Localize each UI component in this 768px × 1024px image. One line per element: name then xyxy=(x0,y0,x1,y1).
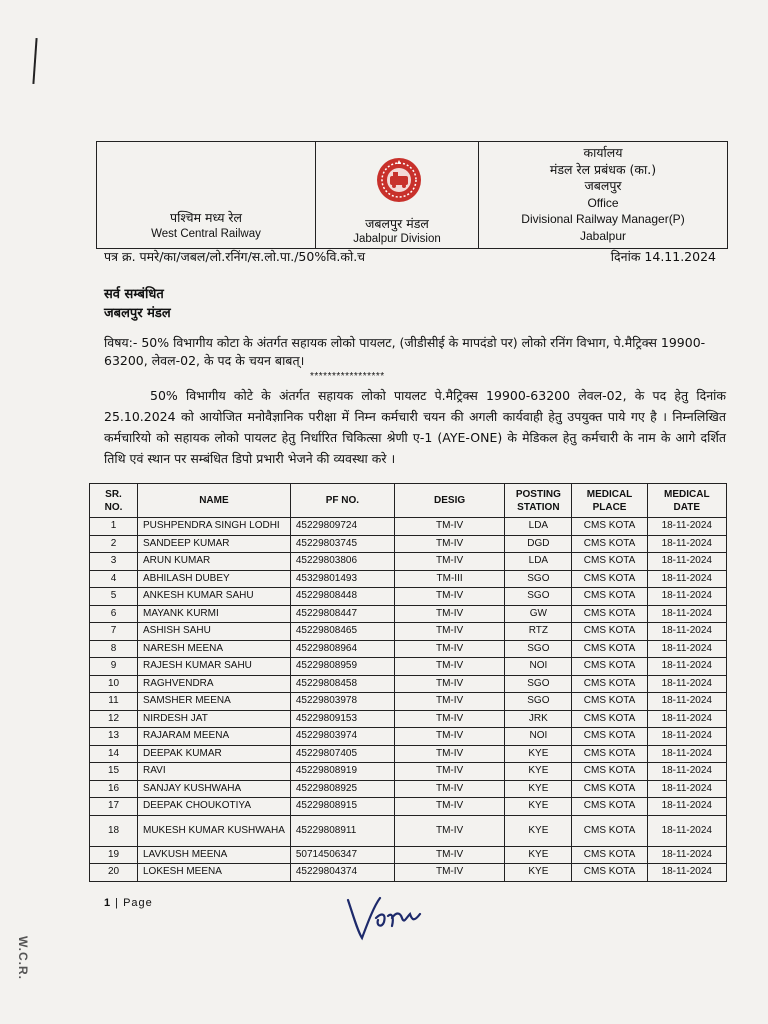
table-row xyxy=(90,605,727,623)
name-cell: RAVI xyxy=(138,763,291,781)
table-row xyxy=(90,623,727,641)
sr-no-cell: 3 xyxy=(90,553,138,571)
medical-place-cell: CMS KOTA xyxy=(572,745,647,763)
medical-date-cell: 18-11-2024 xyxy=(647,640,726,658)
posting-station-cell: RTZ xyxy=(505,623,572,641)
col-posting-station: POSTING STATION xyxy=(505,484,572,518)
medical-date-cell: 18-11-2024 xyxy=(647,553,726,571)
selection-table xyxy=(89,483,727,882)
col-name: NAME xyxy=(138,484,291,518)
name-cell: MAYANK KURMI xyxy=(138,605,291,623)
posting-station-cell: KYE xyxy=(505,763,572,781)
medical-place-cell: CMS KOTA xyxy=(572,710,647,728)
posting-station-cell: KYE xyxy=(505,745,572,763)
name-cell: MUKESH KUMAR KUSHWAHA xyxy=(138,815,291,846)
name-cell: LOKESH MEENA xyxy=(138,864,291,882)
zone-name-hindi: पश्चिम मध्य रेल xyxy=(169,210,243,225)
col-sr-no: SR. NO. xyxy=(90,484,138,518)
letter-number: पत्र क्र. पमरे/का/जबल/लो.रनिंग/स.लो.पा./50%वि.को.च xyxy=(104,249,366,264)
pf-no-cell: 45229803745 xyxy=(290,535,394,553)
addressee-line-2: जबलपुर मंडल xyxy=(104,306,171,321)
pf-no-cell: 45229808925 xyxy=(290,780,394,798)
table-row xyxy=(90,815,727,846)
medical-date-cell: 18-11-2024 xyxy=(647,728,726,746)
col-desig: DESIG xyxy=(394,484,504,518)
pf-no-cell: 45229808964 xyxy=(290,640,394,658)
sr-no-cell: 10 xyxy=(90,675,138,693)
posting-station-cell: SGO xyxy=(505,675,572,693)
table-row xyxy=(90,553,727,571)
posting-station-cell: LDA xyxy=(505,553,572,571)
medical-place-cell: CMS KOTA xyxy=(572,518,647,536)
posting-station-cell: SGO xyxy=(505,588,572,606)
pf-no-cell: 45229803806 xyxy=(290,553,394,571)
desig-cell: TM-IV xyxy=(394,798,504,816)
medical-place-cell: CMS KOTA xyxy=(572,553,647,571)
signature xyxy=(340,888,430,948)
sr-no-cell: 1 xyxy=(90,518,138,536)
name-cell: SANDEEP KUMAR xyxy=(138,535,291,553)
margin-mark xyxy=(32,38,37,84)
desig-cell: TM-IV xyxy=(394,518,504,536)
sr-no-cell: 9 xyxy=(90,658,138,676)
col-pf-no: PF NO. xyxy=(290,484,394,518)
medical-date-cell: 18-11-2024 xyxy=(647,605,726,623)
sr-no-cell: 2 xyxy=(90,535,138,553)
desig-cell: TM-IV xyxy=(394,815,504,846)
posting-station-cell: KYE xyxy=(505,798,572,816)
name-cell: DEEPAK KUMAR xyxy=(138,745,291,763)
posting-station-cell: GW xyxy=(505,605,572,623)
name-cell: ASHISH SAHU xyxy=(138,623,291,641)
medical-place-cell: CMS KOTA xyxy=(572,535,647,553)
table-row xyxy=(90,864,727,882)
sr-no-cell: 14 xyxy=(90,745,138,763)
table-row xyxy=(90,798,727,816)
medical-date-cell: 18-11-2024 xyxy=(647,745,726,763)
medical-date-cell: 18-11-2024 xyxy=(647,623,726,641)
sr-no-cell: 8 xyxy=(90,640,138,658)
name-cell: ARUN KUMAR xyxy=(138,553,291,571)
desig-cell: TM-IV xyxy=(394,623,504,641)
medical-date-cell: 18-11-2024 xyxy=(647,763,726,781)
letter-date: दिनांक 14.11.2024 xyxy=(610,249,716,264)
desig-cell: TM-IV xyxy=(394,864,504,882)
sr-no-cell: 18 xyxy=(90,815,138,846)
sr-no-cell: 15 xyxy=(90,763,138,781)
desig-cell: TM-IV xyxy=(394,675,504,693)
desig-cell: TM-IV xyxy=(394,553,504,571)
pf-no-cell: 45229808447 xyxy=(290,605,394,623)
medical-place-cell: CMS KOTA xyxy=(572,693,647,711)
sr-no-cell: 6 xyxy=(90,605,138,623)
medical-date-cell: 18-11-2024 xyxy=(647,675,726,693)
medical-place-cell: CMS KOTA xyxy=(572,588,647,606)
drm-english: Divisional Railway Manager(P) xyxy=(521,212,685,226)
desig-cell: TM-III xyxy=(394,570,504,588)
table-row xyxy=(90,675,727,693)
medical-date-cell: 18-11-2024 xyxy=(647,846,726,864)
posting-station-cell: SGO xyxy=(505,693,572,711)
letterhead-center xyxy=(316,142,479,248)
drm-hindi: मंडल रेल प्रबंधक (का.) xyxy=(549,161,657,177)
table-row xyxy=(90,763,727,781)
letterhead-left xyxy=(97,142,316,248)
posting-station-cell: DGD xyxy=(505,535,572,553)
col-medical-place: MEDICAL PLACE xyxy=(572,484,647,518)
desig-cell: TM-IV xyxy=(394,710,504,728)
sr-no-cell: 20 xyxy=(90,864,138,882)
name-cell: DEEPAK CHOUKOTIYA xyxy=(138,798,291,816)
pf-no-cell: 45229803978 xyxy=(290,693,394,711)
table-header-row xyxy=(90,484,727,518)
desig-cell: TM-IV xyxy=(394,605,504,623)
pf-no-cell: 45229808465 xyxy=(290,623,394,641)
posting-station-cell: SGO xyxy=(505,640,572,658)
desig-cell: TM-IV xyxy=(394,780,504,798)
zone-name-english: West Central Railway xyxy=(151,228,261,240)
office-english: Office xyxy=(587,195,619,210)
posting-station-cell: KYE xyxy=(505,864,572,882)
name-cell: NIRDESH JAT xyxy=(138,710,291,728)
table-row xyxy=(90,588,727,606)
desig-cell: TM-IV xyxy=(394,535,504,553)
table-row xyxy=(90,780,727,798)
posting-station-cell: KYE xyxy=(505,780,572,798)
table-row xyxy=(90,658,727,676)
pf-no-cell: 45229808919 xyxy=(290,763,394,781)
pf-no-cell: 45229807405 xyxy=(290,745,394,763)
posting-station-cell: KYE xyxy=(505,846,572,864)
posting-station-cell: JRK xyxy=(505,710,572,728)
pf-no-cell: 45229808915 xyxy=(290,798,394,816)
name-cell: RAGHVENDRA xyxy=(138,675,291,693)
division-name-english: Jabalpur Division xyxy=(353,233,441,245)
reference-line xyxy=(104,248,716,265)
medical-date-cell: 18-11-2024 xyxy=(647,588,726,606)
medical-place-cell: CMS KOTA xyxy=(572,658,647,676)
desig-cell: TM-IV xyxy=(394,763,504,781)
table-row xyxy=(90,640,727,658)
medical-place-cell: CMS KOTA xyxy=(572,623,647,641)
posting-station-cell: LDA xyxy=(505,518,572,536)
name-cell: ABHILASH DUBEY xyxy=(138,570,291,588)
name-cell: SAMSHER MEENA xyxy=(138,693,291,711)
page-number: 1 xyxy=(104,897,112,909)
desig-cell: TM-IV xyxy=(394,745,504,763)
medical-date-cell: 18-11-2024 xyxy=(647,815,726,846)
pf-no-cell: 45229808458 xyxy=(290,675,394,693)
medical-place-cell: CMS KOTA xyxy=(572,846,647,864)
medical-date-cell: 18-11-2024 xyxy=(647,535,726,553)
medical-place-cell: CMS KOTA xyxy=(572,780,647,798)
medical-place-cell: CMS KOTA xyxy=(572,864,647,882)
desig-cell: TM-IV xyxy=(394,693,504,711)
posting-station-cell: KYE xyxy=(505,815,572,846)
medical-date-cell: 18-11-2024 xyxy=(647,780,726,798)
medical-place-cell: CMS KOTA xyxy=(572,570,647,588)
table-row xyxy=(90,745,727,763)
medical-place-cell: CMS KOTA xyxy=(572,798,647,816)
name-cell: RAJESH KUMAR SAHU xyxy=(138,658,291,676)
medical-place-cell: CMS KOTA xyxy=(572,763,647,781)
pf-no-cell: 45229803974 xyxy=(290,728,394,746)
name-cell: RAJARAM MEENA xyxy=(138,728,291,746)
name-cell: ANKESH KUMAR SAHU xyxy=(138,588,291,606)
medical-place-cell: CMS KOTA xyxy=(572,728,647,746)
body-paragraph: 50% विभागीय कोटे के अंतर्गत सहायक लोको पायलट पे.मैट्रिक्स 19900-63200 लेवल-02, के पद हेतु दिनांक 25.10.2024 को आयोजित मनोवैज्ञानिक परीक्षा में निम्न कर्मचारी चयन की अगली कार्यवाही हेतु उपयुक्त पाये गए है । निम्नलिखित कर्मचारियो को सहायक लोको पायलट हेतु निर्धारित चिकित्सा श्रेणी ए-1 (AYE-ONE) के मेडिकल हेतु कर्मचारी के नाम के आगे दर्शित तिथि एवं स्थान पर सम्बंधित डिपो प्रभारी भेजने की व्यवस्था करे । xyxy=(104,388,726,466)
pf-no-cell: 45229808448 xyxy=(290,588,394,606)
medical-date-cell: 18-11-2024 xyxy=(647,518,726,536)
name-cell: PUSHPENDRA SINGH LODHI xyxy=(138,518,291,536)
table-body xyxy=(90,518,727,882)
desig-cell: TM-IV xyxy=(394,588,504,606)
col-medical-date: MEDICAL DATE xyxy=(647,484,726,518)
desig-cell: TM-IV xyxy=(394,728,504,746)
desig-cell: TM-IV xyxy=(394,640,504,658)
city-hindi: जबलपुर xyxy=(584,178,622,193)
page-label: | Page xyxy=(111,897,153,909)
medical-date-cell: 18-11-2024 xyxy=(647,710,726,728)
posting-station-cell: NOI xyxy=(505,658,572,676)
addressee xyxy=(104,285,171,323)
page-footer xyxy=(104,897,153,909)
office-hindi: कार्यालय xyxy=(583,145,623,160)
pf-no-cell: 45329801493 xyxy=(290,570,394,588)
sr-no-cell: 11 xyxy=(90,693,138,711)
subject-line: विषय:- 50% विभागीय कोटा के अंतर्गत सहायक लोको पायलट, (जीडीसीई के मापदंडो पर) लोको रनिंग विभाग, पे.मैट्रिक्स 19900-63200, लेवल-02, के पद के चयन बाबत्। xyxy=(104,335,706,368)
medical-date-cell: 18-11-2024 xyxy=(647,693,726,711)
pf-no-cell: 45229808959 xyxy=(290,658,394,676)
desig-cell: TM-IV xyxy=(394,658,504,676)
letterhead-right xyxy=(479,142,727,248)
indian-railways-logo-icon xyxy=(375,156,423,204)
table-row xyxy=(90,846,727,864)
name-cell: LAVKUSH MEENA xyxy=(138,846,291,864)
table-row xyxy=(90,570,727,588)
separator: ***************** xyxy=(310,371,385,382)
city-english: Jabalpur xyxy=(579,228,627,243)
table-row xyxy=(90,693,727,711)
addressee-line-1: सर्व सम्बंधित xyxy=(104,287,164,302)
medical-place-cell: CMS KOTA xyxy=(572,815,647,846)
medical-date-cell: 18-11-2024 xyxy=(647,570,726,588)
sr-no-cell: 4 xyxy=(90,570,138,588)
sr-no-cell: 5 xyxy=(90,588,138,606)
pf-no-cell: 45229809153 xyxy=(290,710,394,728)
desig-cell: TM-IV xyxy=(394,846,504,864)
letterhead xyxy=(96,141,728,249)
name-cell: NARESH MEENA xyxy=(138,640,291,658)
pf-no-cell: 45229808911 xyxy=(290,815,394,846)
medical-date-cell: 18-11-2024 xyxy=(647,658,726,676)
sr-no-cell: 19 xyxy=(90,846,138,864)
posting-station-cell: SGO xyxy=(505,570,572,588)
sr-no-cell: 17 xyxy=(90,798,138,816)
medical-date-cell: 18-11-2024 xyxy=(647,798,726,816)
division-name-hindi: जबलपुर मंडल xyxy=(365,216,429,231)
name-cell: SANJAY KUSHWAHA xyxy=(138,780,291,798)
medical-place-cell: CMS KOTA xyxy=(572,640,647,658)
sr-no-cell: 7 xyxy=(90,623,138,641)
table-row xyxy=(90,710,727,728)
posting-station-cell: NOI xyxy=(505,728,572,746)
sr-no-cell: 12 xyxy=(90,710,138,728)
table-row xyxy=(90,728,727,746)
pf-no-cell: 45229809724 xyxy=(290,518,394,536)
pf-no-cell: 50714506347 xyxy=(290,846,394,864)
medical-place-cell: CMS KOTA xyxy=(572,605,647,623)
pf-no-cell: 45229804374 xyxy=(290,864,394,882)
sr-no-cell: 16 xyxy=(90,780,138,798)
sr-no-cell: 13 xyxy=(90,728,138,746)
table-row xyxy=(90,535,727,553)
wcr-stamp: W.C.R. xyxy=(16,936,30,980)
table-row xyxy=(90,518,727,536)
medical-date-cell: 18-11-2024 xyxy=(647,864,726,882)
medical-place-cell: CMS KOTA xyxy=(572,675,647,693)
